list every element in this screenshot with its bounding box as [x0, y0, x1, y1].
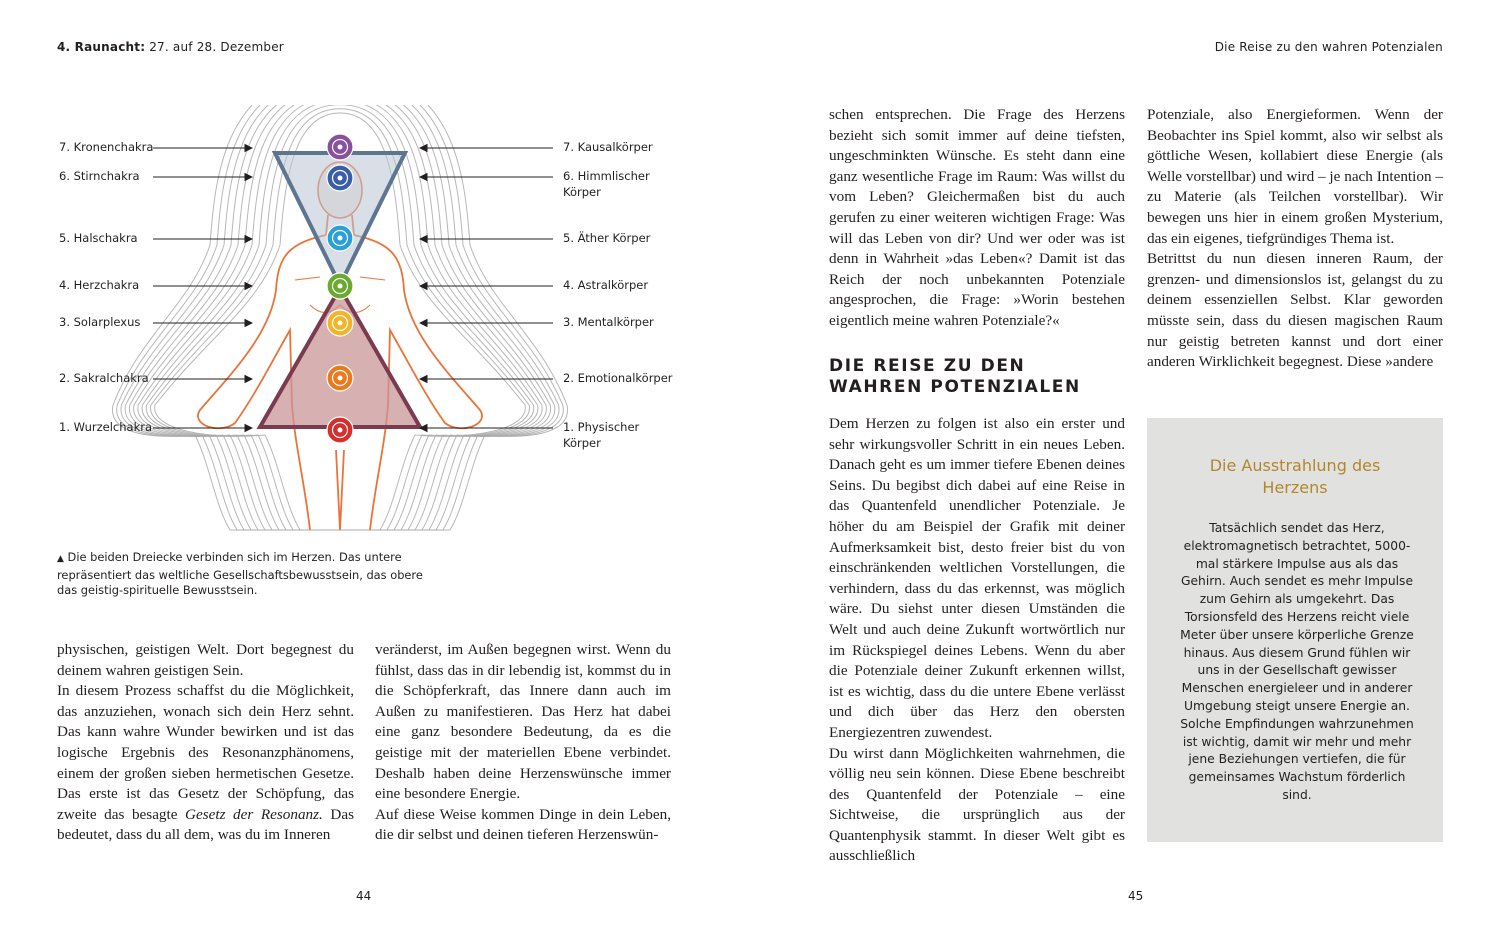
paragraph: schen entsprechen. Die Frage des Herzens bezieht sich somit immer auf deine tiefsten, ungeschminkten Wünsche. Es steht dann eine ganz wesentliche Frage im Raum: Was willst du vom Leben? Gleichermaßen bist du auch gerufen zu einer weiteren wichtigen Frage: Was will das Leben von dir? Und wer oder was ist denn in Wahrheit »das Leben«? Damit ist das Reich der noch unbekannten Potenziale angesprochen, die Frage: »Worin bestehen eigentlich meine wahren Potenziale?« [829, 106, 1125, 329]
running-header-right: Die Reise zu den wahren Potenzialen [1214, 40, 1443, 54]
sidebar-title-line: Die Ausstrahlung des [1209, 456, 1381, 475]
chakra-dot [338, 376, 343, 381]
chakra-label-4: 4. Herzchakra [59, 278, 140, 292]
chakra-label-7: 7. Kronenchakra [59, 140, 154, 154]
chakra-label-6: 6. Stirnchakra [59, 169, 140, 183]
body-label-line: Körper [563, 435, 601, 450]
chakra-label-1: 1. Wurzelchakra [59, 420, 153, 434]
chakra-label-3: 3. Solarplexus [59, 315, 141, 329]
sidebar-body: Tatsächlich sendet das Herz, elektromagnetisch betrachtet, 5000-mal stärkere Impulse aus als das Gehirn. Auch sendet es mehr Impulse zum Gehirn als umgekehrt. Das Torsionsfeld des Herzens reicht viele Meter über unsere körperliche Grenze hinaus. Aus diesem Grund fühlen wir uns in der Gesellschaft gewisser Menschen energieleer und in anderer Umgebung steigt unsere Energie an. Solche Empfindungen wahrzunehmen ist wichtig, damit wir mehr und mehr jene Beziehungen vertiefen, die für gemeinsames Wachstum förderlich sind. [1180, 521, 1414, 802]
body-label-5 [563, 231, 650, 247]
lower-triangle-shape [260, 288, 420, 427]
chakra-circle-4 [327, 273, 353, 299]
right-page-column-2 [1147, 105, 1443, 373]
chakra-circle-6 [327, 165, 353, 191]
text-run: Das bedeutet, dass du all dem, was du im Inneren [57, 805, 355, 844]
heading-line: WAHREN POTENZIALEN [829, 377, 1081, 397]
chakra-dot [338, 145, 343, 150]
running-header-left [57, 40, 284, 54]
italic-term: Gesetz der Resonanz. [185, 805, 323, 823]
body-label-line: 3. Mentalkörper [563, 315, 654, 329]
sidebar-box [1147, 418, 1443, 842]
chakra-dot [338, 428, 343, 433]
paragraph: veränderst, im Außen begegnen wirst. Wenn du fühlst, dass das in dir lebendig ist, kommst du in die Schöpferkraft, das Innere dann auch im Außen zu manifestieren. Das Herz hat dabei eine ganz besondere Bedeutung, da es die geistige mit der materiellen Ebene verbindet. Deshalb haben deine Herzenswünsche immer eine besondere Energie. [375, 641, 671, 803]
paragraph: Du wirst dann Möglichkeiten wahrnehmen, die völlig neu sein können. Diese Ebene beschreibt des Quantenfeld der Potenziale – eine Sichtweise, die ursprünglich aus der Quantenphysik stammt. In dieser Welt gibt es ausschließlich [829, 744, 1125, 865]
sidebar-title-line: Herzens [1262, 478, 1328, 497]
chakra-dot [338, 176, 343, 181]
chapter-label: 4. Raunacht: [57, 40, 146, 54]
chakra-dot [338, 236, 343, 241]
body-label-1 [563, 420, 639, 451]
left-page-column-2 [375, 640, 671, 846]
text-run: In diesem Prozess schaffst du die Möglichkeit, das anzuziehen, wonach sich dein Herz sehnt. Das kann wahre Wunder bewirken und ist das logische Ergebnis des Resonanzphänomens, einem der großen sieben hermetischen Gesetze. Das erste ist das Gesetz der Schöpfung, das zweite das besagte [57, 682, 354, 823]
figure-caption [57, 550, 442, 599]
chakra-dot [338, 321, 343, 326]
caption-marker: ▲ [57, 554, 64, 564]
body-label-2 [563, 371, 673, 387]
lower-triangle [260, 288, 420, 427]
chakra-circle-5 [327, 225, 353, 251]
page-number-left: 44 [356, 889, 372, 903]
body-label-line: 7. Kausalkörper [563, 140, 653, 154]
body-label-line: Körper [563, 184, 601, 199]
paragraph: Dem Herzen zu folgen ist also ein erster und sehr wirkungsvoller Schritt in ein neues Leben. Danach geht es um immer tiefere Ebenen deines Seins. Du begibst dich dabei auf eine Reise in das Quantenfeld unendlicher Potenziale. Je höher du am Beispiel der Grafik mit deiner Aufmerksamkeit bist, desto freier bist du von einschränkenden weltlichen Vorstellungen, die verhindern, dass du das erkennst, was möglich wäre. Du siehst unter diesen Umständen die Welt und auch deine Zukunft wortwörtlich nur im Rückspiegel deines Lebens. Wenn du aber die Potenziale deiner Zukunft erkennen willst, ist es wichtig, dass du die untere Ebene verlässt und dich über das Herz den obersten Energiezentren zuwendest. [829, 415, 1125, 741]
chakra-dot [338, 284, 343, 289]
body-label-line: 6. Himmlischer [563, 169, 650, 183]
body-label-line: 1. Physischer [563, 420, 640, 434]
body-label-line: 2. Emotionalkörper [563, 371, 673, 385]
left-page-column-1 [57, 640, 354, 846]
paragraph: physischen, geistigen Welt. Dort begegnest du deinem wahren geistigen Sein. [57, 641, 354, 679]
body-label-6 [563, 169, 650, 200]
body-label-7 [563, 140, 653, 156]
body-label-3 [563, 315, 654, 331]
body-label-line: 5. Äther Körper [563, 231, 651, 245]
paragraph: Auf diese Weise kommen Dinge in dein Leben, die dir selbst und deinen tieferen Herzenswün- [375, 805, 671, 844]
chakra-label-5: 5. Halschakra [59, 231, 138, 245]
heading-line: DIE REISE ZU DEN [829, 356, 1026, 376]
chapter-date: 27. auf 28. Dezember [145, 40, 284, 54]
chakra-label-2: 2. Sakralchakra [59, 371, 149, 385]
right-page-column-1-bottom [829, 414, 1125, 867]
sidebar-title [1147, 455, 1443, 499]
right-page-column-1-top [829, 105, 1125, 332]
page-number-right: 45 [1128, 889, 1144, 903]
paragraph: Betrittst du nun diesen inneren Raum, der grenzen- und dimensionslos ist, gelangst du zu deinem essenziellen Selbst. Klar geworden müsste sein, dass du diesen magischen Raum nur geistig betreten kannst und dort einer anderen Wirklichkeit begegnest. Diese »andere [1147, 250, 1443, 371]
section-heading [829, 356, 1081, 398]
body-label-4 [563, 278, 648, 294]
chakra-circle-7 [327, 134, 353, 160]
paragraph [57, 681, 354, 846]
chakra-circle-1 [327, 417, 353, 443]
caption-text: Die beiden Dreiecke verbinden sich im Herzen. Das untere repräsentiert das weltliche Gesellschaftsbewusstsein, das obere das geistig-spirituelle Bewusstsein. [57, 550, 423, 597]
chakra-circle-2 [327, 365, 353, 391]
body-label-line: 4. Astralkörper [563, 278, 649, 292]
paragraph: Potenziale, also Energieformen. Wenn der Beobachter ins Spiel kommt, also wir selbst als göttliche Wesen, kollabiert diese Energie (als Welle vorstellbar) und wird – je nach Intention – zu Materie (als Teilchen vorstellbar). Wir bewegen uns hier in einem großen Mysterium, das ein eigenes, tiefgründiges Thema ist. [1147, 106, 1443, 247]
chakra-circle-3 [327, 310, 353, 336]
